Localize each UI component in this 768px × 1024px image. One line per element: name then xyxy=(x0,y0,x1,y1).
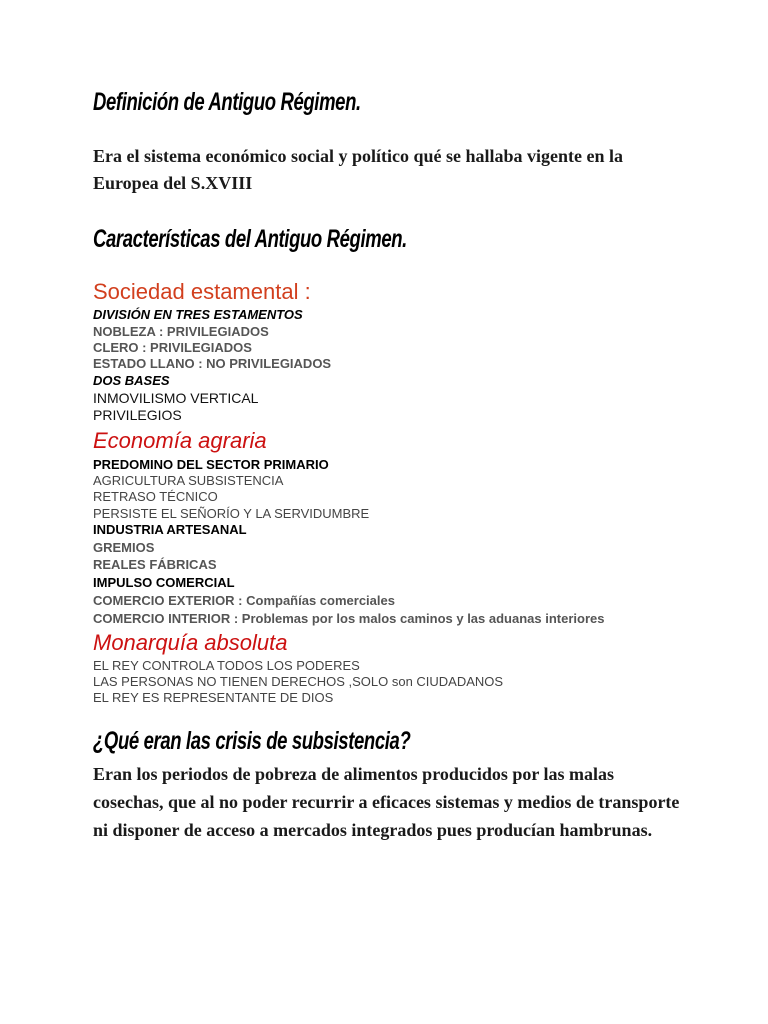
sociedad-dos-bases: DOS BASES xyxy=(93,373,170,388)
economia-impulso: IMPULSO COMERCIAL xyxy=(93,575,235,590)
monarquia-linea-2: LAS PERSONAS NO TIENEN DERECHOS ,SOLO son CIUDADANOS xyxy=(93,674,504,689)
heading-sociedad-estamental: Sociedad estamental : xyxy=(93,279,311,304)
sociedad-clero: CLERO : PRIVILEGIADOS xyxy=(93,340,252,355)
economia-industria: INDUSTRIA ARTESANAL xyxy=(93,522,247,537)
heading-definicion: Definición de Antiguo Régimen. xyxy=(93,88,361,116)
crisis-text: Eran los periodos de pobreza de alimentos producidos por las malas cosechas, que al no poder recurrir a eficaces sistemas y medios de transporte ni disponer de acceso a mercados integrados pues producían hambrunas. xyxy=(93,764,680,840)
sociedad-division: DIVISIÓN EN TRES ESTAMENTOS xyxy=(93,307,303,322)
sociedad-privilegios: PRIVILEGIOS xyxy=(93,407,182,423)
sociedad-estado-llano: ESTADO LLANO : NO PRIVILEGIADOS xyxy=(93,356,332,371)
economia-exterior: COMERCIO EXTERIOR : Compañías comerciales xyxy=(93,593,395,608)
sociedad-inmovilismo: INMOVILISMO VERTICAL xyxy=(93,390,259,406)
economia-retraso: RETRASO TÉCNICO xyxy=(93,489,218,504)
economia-agricultura: AGRICULTURA SUBSISTENCIA xyxy=(93,473,284,488)
definicion-text: Era el sistema económico social y político qué se hallaba vigente en la Europea del S.XVIII xyxy=(93,146,623,193)
economia-reales: REALES FÁBRICAS xyxy=(93,557,217,572)
heading-monarquia-absoluta: Monarquía absoluta xyxy=(93,630,288,655)
heading-crisis-subsistencia: ¿Qué eran las crisis de subsistencia? xyxy=(93,727,411,755)
sociedad-nobleza: NOBLEZA : PRIVILEGIADOS xyxy=(93,324,269,339)
monarquia-linea-3: EL REY ES REPRESENTANTE DE DIOS xyxy=(93,690,334,705)
heading-economia-agraria: Economía agraria xyxy=(93,428,267,453)
economia-interior: COMERCIO INTERIOR : Problemas por los malos caminos y las aduanas interiores xyxy=(93,611,605,626)
economia-gremios: GREMIOS xyxy=(93,540,155,555)
monarquia-linea-1: EL REY CONTROLA TODOS LOS PODERES xyxy=(93,658,360,673)
heading-caracteristicas: Características del Antiguo Régimen. xyxy=(93,225,407,253)
economia-predominio: PREDOMINO DEL SECTOR PRIMARIO xyxy=(93,457,329,472)
economia-persiste: PERSISTE EL SEÑORÍO Y LA SERVIDUMBRE xyxy=(93,506,370,521)
